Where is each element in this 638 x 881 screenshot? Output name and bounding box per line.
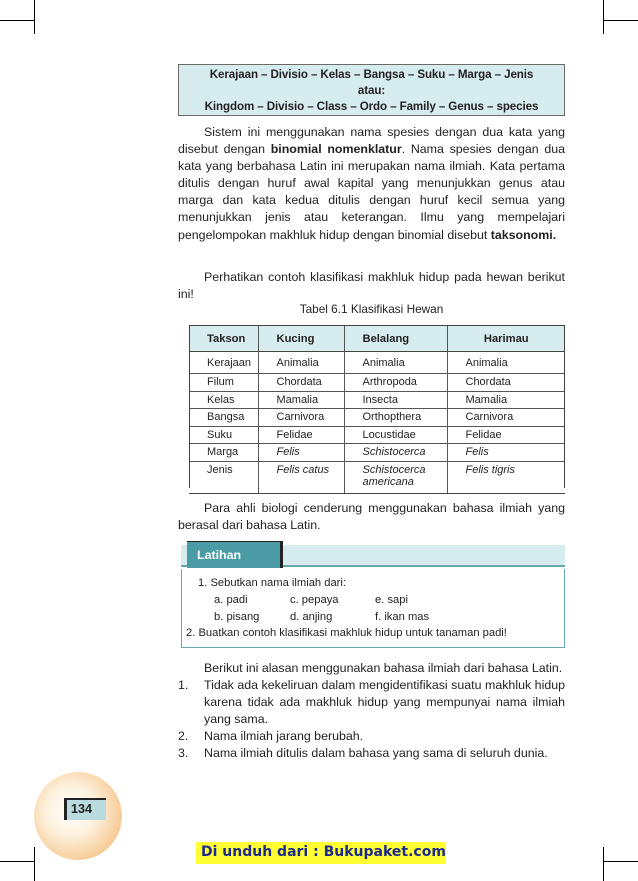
list-item: 1. Tidak ada kekeliruan dalam mengidentifikasi suatu makhluk hidup karena tidak ada makhluk hidup yang mempunyai nama ilmiah yang sama. <box>178 678 565 727</box>
crop-mark <box>603 0 604 34</box>
exercise-body <box>181 569 565 648</box>
exercise-options-row: a. padi c. pepaya e. sapi <box>214 593 408 606</box>
paragraph-intro-table: Perhatikan contoh klasifikasi makhluk hidup pada hewan berikut ini! <box>178 270 565 302</box>
table-header: Takson <box>189 326 258 352</box>
hierarchy-line: atau: <box>357 84 386 97</box>
table-row: Bangsa Carnivora Orthopthera Carnivora <box>189 409 565 427</box>
paragraph-latin: Para ahli biologi cenderung menggunakan bahasa ilmiah yang berasal dari bahasa Latin. <box>178 501 565 533</box>
table-row: Jenis Felis catus Schistocerca americana Felis tigris <box>189 461 565 493</box>
hierarchy-line: Kingdom – Divisio – Class – Ordo – Family – Genus – species <box>204 100 539 113</box>
table-header: Belalang <box>344 326 447 352</box>
hierarchy-line: Kerajaan – Divisio – Kelas – Bangsa – Suku – Marga – Jenis <box>209 68 534 81</box>
table-row: Suku Felidae Locustidae Felidae <box>189 426 565 444</box>
exercise-question: 1. Sebutkan nama ilmiah dari: <box>198 577 347 589</box>
table-row: Kelas Mamalia Insecta Mamalia <box>189 391 565 409</box>
exercise-question: 2. Buatkan contoh klasifikasi makhluk hidup untuk tanaman padi! <box>186 627 507 640</box>
taxonomy-hierarchy-box <box>178 64 565 116</box>
term-binomial: binomial nomenklatur <box>270 142 402 157</box>
term-taksonomi: taksonomi. <box>490 227 557 242</box>
exercise-box <box>181 541 565 648</box>
exercise-options-row: b. pisang d. anjing f. ikan mas <box>214 610 430 623</box>
table-row: Marga Felis Schistocerca Felis <box>189 444 565 462</box>
crop-mark <box>0 20 34 21</box>
table-header: Harimau <box>447 326 565 352</box>
table-row: Kerajaan Animalia Animalia Animalia <box>189 352 565 374</box>
crop-mark <box>34 0 35 34</box>
paragraph-reasons-intro: Berikut ini alasan menggunakan bahasa ilmiah dari bahasa Latin. <box>204 661 563 675</box>
crop-mark <box>0 861 34 862</box>
crop-mark <box>603 847 604 881</box>
list-item: 3. Nama ilmiah ditulis dalam bahasa yang sama di seluruh dunia. <box>178 746 548 761</box>
classification-table <box>189 325 565 494</box>
crop-mark <box>34 847 35 881</box>
reasons-section <box>178 660 565 763</box>
download-source-banner: Di unduh dari : Bukupaket.com <box>196 842 446 864</box>
page-number: 134 <box>64 798 106 820</box>
table-header: Kucing <box>258 326 344 352</box>
list-item: 2. Nama ilmiah jarang berubah. <box>178 729 364 744</box>
crop-mark <box>604 861 638 862</box>
crop-mark <box>604 20 638 21</box>
table-row: Filum Chordata Arthropoda Chordata <box>189 374 565 392</box>
exercise-title: Latihan <box>197 548 242 562</box>
paragraph-binomial: Sistem ini menggunakan nama spesies dengan dua kata yang disebut dengan binomial nomenklatur. Nama spesies dengan dua kata yang berbahasa Latin ini merupakan nama ilmiah. Kata pertama ditulis dengan huruf awal kapital yang menunjukkan genus atau marga dan kata kedua ditulis dengan huruf kecil semua yang menunjukkan jenis atau keterangan. Ilmu yang mempelajari pengelompokan makhluk hidup dengan binomial disebut taksonomi. <box>178 125 566 242</box>
exercise-tab <box>187 541 283 568</box>
table-caption: Tabel 6.1 Klasifikasi Hewan <box>299 302 444 316</box>
